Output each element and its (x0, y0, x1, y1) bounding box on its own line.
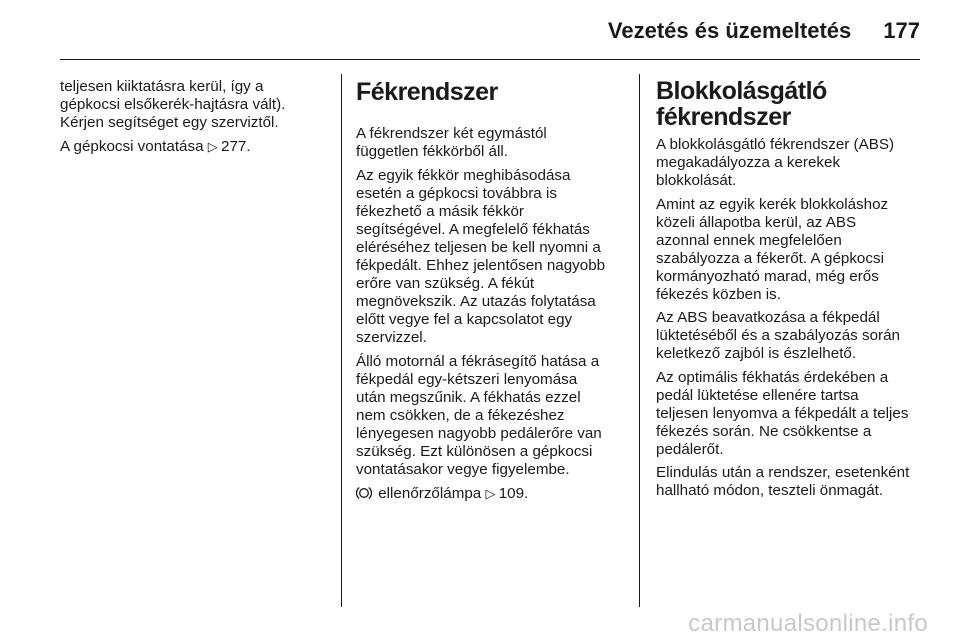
text-line: A fékrendszer két egymástól (356, 125, 547, 142)
text-line: fékezés során. Ne csökkentse a (656, 422, 872, 440)
paragraph (356, 353, 622, 479)
column-3 (656, 78, 924, 506)
text-line: fékezés közben is. (656, 285, 781, 303)
header-title: Vezetés és üzemeltetés (607, 18, 852, 43)
page-number: 177 (883, 18, 920, 43)
text-line: segítségével. A megfelelő fékhatás (356, 221, 590, 238)
text-line: lüktetéséből és a szabályozás során (656, 327, 900, 345)
text-line: Elindulás után a rendszer, esetenként (656, 464, 910, 482)
text-line: közeli állapotba kerül, az ABS (656, 213, 857, 231)
text-line: eléréséhez teljesen be kell nyomni a (356, 239, 601, 256)
text-line: előtt vegye fel a kapcsolatot egy (356, 311, 573, 328)
text-line: esetén a gépkocsi továbbra is (356, 185, 557, 202)
text-line: teljesen lenyomva a fékpedált a teljes (656, 404, 909, 422)
paragraph-text: ellenőrzőlámpa (378, 485, 482, 502)
text-line: gépkocsi elsőkerék-hajtásra vált). (60, 96, 286, 113)
text-line: Az ABS beavatkozása a fékpedál (656, 309, 880, 327)
paragraph (60, 78, 332, 132)
header-rule (60, 59, 920, 60)
watermark: carmanualsonline.info (688, 610, 928, 637)
reference-arrow-icon: ▷ (485, 486, 496, 501)
page-reference[interactable]: 109. (498, 485, 529, 502)
text-line: Blokkolásgátló (656, 77, 827, 105)
reference-arrow-icon: ▷ (207, 139, 218, 154)
text-line: Az egyik fékkör meghibásodása (356, 167, 571, 184)
column-divider-1 (341, 74, 342, 607)
text-line: nem csökken, de a fékezéshez (356, 407, 565, 424)
text-line: hallható módon, teszteli önmagát. (656, 482, 884, 500)
brake-warning-lamp-icon (356, 486, 372, 500)
text-line: szükség. Ezt különösen a gépkocsi (356, 443, 593, 460)
text-line: kormányozható marad, még erős (656, 267, 879, 285)
text-line: keletkező zajból is észlelhető. (656, 345, 857, 363)
paragraph (356, 167, 622, 347)
text-line: fékrendszer (656, 103, 791, 131)
paragraph-towing-ref (60, 138, 332, 156)
page-header (608, 18, 920, 44)
paragraph (656, 464, 924, 500)
text-line: után megszűnik. A fékhatás ezzel (356, 389, 581, 406)
text-line: szervizzel. (356, 329, 427, 346)
text-line: megnövekszik. Az utazás folytatása (356, 293, 596, 310)
page-reference[interactable]: 277. (221, 138, 251, 155)
text-line: szabályozza a fékerőt. A gépkocsi (656, 249, 884, 267)
text-line: Álló motornál a fékrásegítő hatása a (356, 353, 600, 370)
text-line: pedálerőt. (656, 440, 724, 458)
text-line: A blokkolásgátló fékrendszer (ABS) (656, 136, 895, 153)
text-line: blokkolását. (656, 172, 737, 189)
text-line: pedál lüktetése ellenére tartsa (656, 386, 859, 404)
column-divider-2 (639, 74, 640, 607)
paragraph-text: A gépkocsi vontatása (60, 138, 204, 155)
column-2 (356, 78, 622, 509)
text-line: Kérjen segítséget egy szerviztől. (60, 114, 279, 131)
paragraph-lamp-ref (356, 485, 622, 503)
paragraph (656, 369, 924, 459)
text-line: megakadályozza a kerekek (656, 154, 841, 171)
text-line: teljesen kiiktatásra kerül, így a (60, 78, 264, 95)
text-line: lényegesen nagyobb pedálerőre van (356, 425, 602, 442)
text-line: erőre van szükség. A fékút (356, 275, 535, 292)
text-line: fékpedál egy-kétszeri lenyomása (356, 371, 578, 388)
paragraph (656, 309, 924, 363)
text-line: azonnal ennek megfelelően (656, 231, 842, 249)
paragraph (656, 136, 924, 190)
paragraph (656, 196, 924, 304)
column-1 (60, 78, 332, 162)
paragraph (356, 125, 622, 161)
text-line: Amint az egyik kerék blokkoláshoz (656, 195, 889, 213)
text-line: fékpedált. Ehhez jelentősen nagyobb (356, 257, 606, 274)
section-title: Fékrendszer (356, 78, 498, 106)
text-line: Az optimális fékhatás érdekében a (656, 368, 889, 386)
text-line: fékezhető a másik fékkör (356, 203, 524, 220)
text-line: vontatásakor vegye figyelembe. (356, 461, 570, 478)
section-title (656, 78, 924, 130)
text-line: független fékkörből áll. (356, 143, 508, 160)
